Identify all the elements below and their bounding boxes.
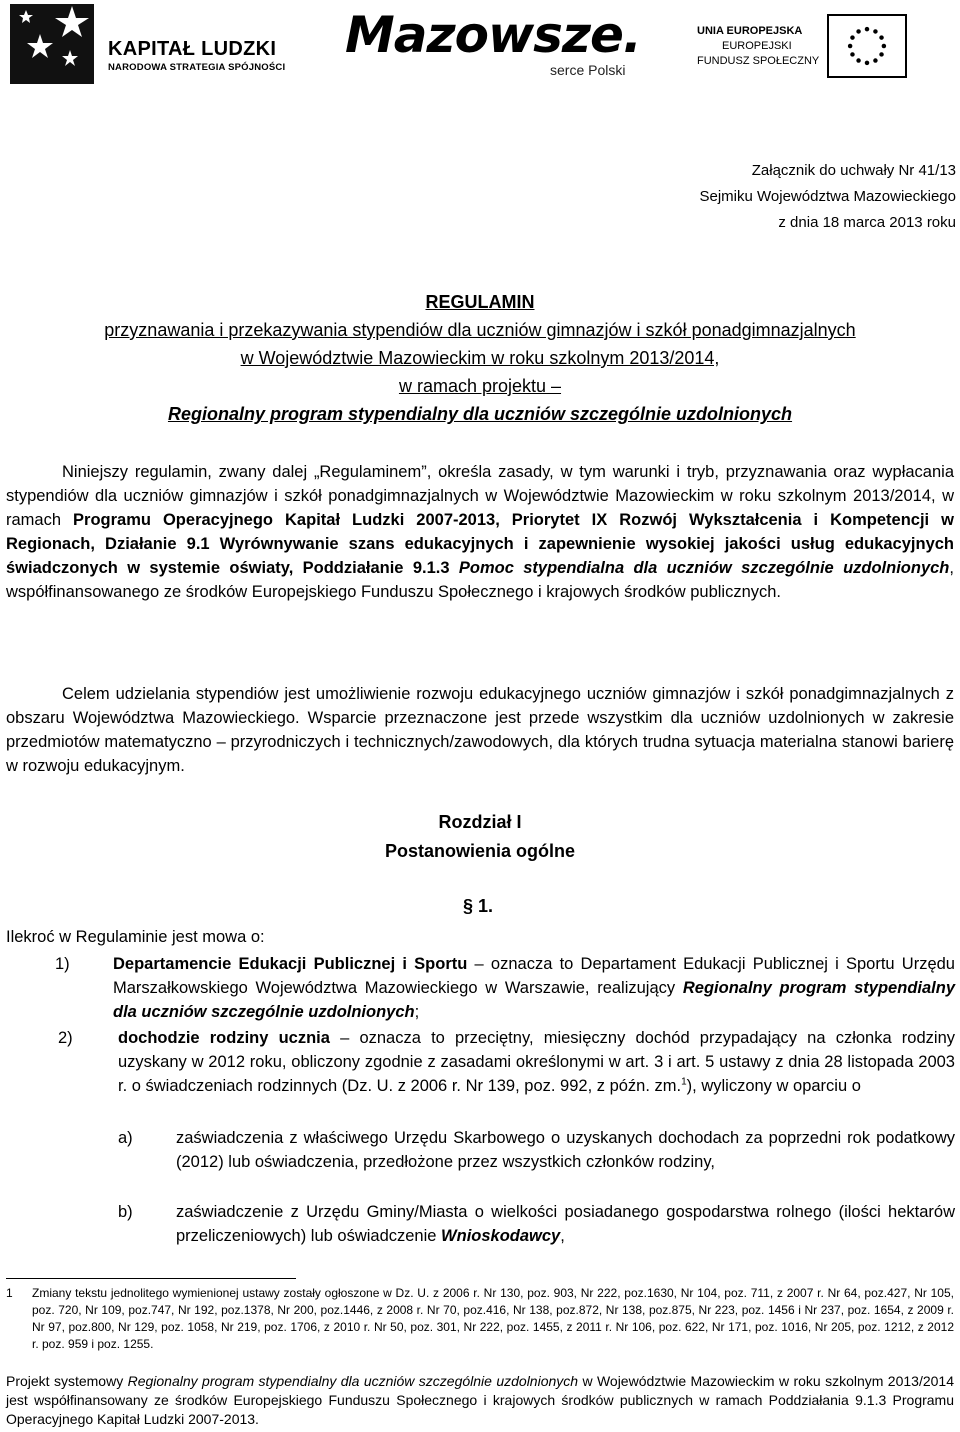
- chapter-heading: [0, 808, 960, 866]
- subitem-a: [118, 1126, 955, 1174]
- item-text-2: ), wyliczony w oparciu o: [686, 1077, 861, 1095]
- footer-italic: Regionalny program stypendialny dla uczniów szczególnie uzdolnionych: [127, 1373, 579, 1389]
- item-body: [118, 1026, 955, 1098]
- eu-logo: [697, 14, 912, 80]
- attachment-line-3: z dnia 18 marca 2013 roku: [778, 214, 956, 231]
- item-text-1: – oznacza to Departament Edukacji Publicznej i Sportu Urzędu Marszałkowskiego Województwa Mazowieckiego w Warszawie, realizujący: [113, 955, 955, 997]
- item-text-2: ;: [414, 1003, 420, 1021]
- mazowsze-tagline: serce Polski: [550, 62, 626, 78]
- mazowsze-logo: [345, 6, 645, 84]
- eu-logo-text: [697, 24, 819, 69]
- subitem-body: [176, 1200, 955, 1248]
- item-text-1: – oznacza to przeciętny, miesięczny dochód przypadający na członka rodziny uzyskany w 2012 roku, obliczony zgodnie z zasadami określonymi w art. 3 i art. 5 ustawy z dnia 28 listopada 2003 r. o świadczeniach rodzinnych (Dz. U. z 2006 r. Nr 139, poz. 992, z późn. zm.: [118, 1029, 955, 1095]
- footnote-text: Zmiany tekstu jednolitego wymienionej ustawy zostały ogłoszone w Dz. U. z 2006 r. Nr 130, poz. 903, Nr 222, poz.1630, Nr 104, poz. 711, z 2007 r. Nr 64, poz.427, Nr 105, poz. 720, Nr 109, poz.747, Nr 192, poz.1378, Nr 200, poz.1446, z 2008 r. Nr 70, poz.416, Nr 138, poz.872, Nr 138, poz.875, Nr 223, poz. 1456 i Nr 237, poz. 1654, z 2009 r. Nr 97, poz.800, Nr 129, poz. 1058, Nr 219, poz. 1706, z 2010 r. Nr 50, poz. 301, Nr 222, poz. 1455, z 2011 r. Nr 106, poz. 622, Nr 171, poz. 1016, Nr 205, poz. 1212, z 2012 r. poz. 959 i poz. 1255.: [32, 1286, 954, 1351]
- subitem-letter: b): [118, 1203, 133, 1221]
- chapter-number: Rozdział I: [438, 812, 522, 832]
- title-line-3: w Województwie Mazowieckim w roku szkolnym 2013/2014,: [240, 348, 720, 368]
- page-footer: [6, 1372, 954, 1429]
- kapital-ludzki-title: KAPITAŁ LUDZKI: [108, 38, 277, 60]
- title-line-4: w ramach projektu –: [398, 376, 562, 396]
- intro-text-1: Niniejszy regulamin, zwany dalej „Regulaminem”, określa zasady, w tym warunki i tryb, przyznawania oraz wypłacania stypendiów dla uczniów gimnazjów i szkół ponadgimnazjalnych w Województwie Mazowieckim w roku szkolnym 2013/2014, w ramach: [6, 463, 954, 529]
- document-title: [0, 288, 960, 428]
- definition-item-1: [55, 952, 955, 1024]
- intro-program-bold: Programu Operacyjnego Kapitał Ludzki 2007-2013, Priorytet IX Rozwój Wykształcenia i Kompetencji w Regionach, Działanie 9.1 Wyrównywanie szans edukacyjnych i zapewnienie wysokiej jakości usług edukacyjnych świadczonych w systemie oświaty, Poddziałanie 9.1.3: [6, 511, 954, 577]
- title-line-2: przyznawania i przekazywania stypendiów dla uczniów gimnazjów i szkół ponadgimnazjalnych: [104, 320, 856, 340]
- intro-program-italic: Pomoc stypendialna dla uczniów szczególnie uzdolnionych: [458, 559, 950, 577]
- kapital-ludzki-subtitle: NARODOWA STRATEGIA SPÓJNOŚCI: [108, 62, 286, 73]
- footnote: [6, 1285, 954, 1353]
- subitem-text: zaświadczenia z właściwego Urzędu Skarbowego o uzyskanych dochodach za poprzedni rok podatkowy (2012) lub oświadczenia, przedłożone przez wszystkich członków rodziny,: [176, 1129, 955, 1171]
- item-term: Departamencie Edukacji Publicznej i Sportu: [113, 955, 468, 973]
- intro-text-2: , współfinansowanego ze środków Europejskiego Funduszu Społecznego i krajowych środków publicznych.: [6, 559, 954, 601]
- attachment-note: [700, 158, 957, 236]
- footer-text-1: Projekt systemowy: [6, 1373, 128, 1389]
- eu-line-2: EUROPEJSKI: [722, 40, 792, 52]
- kapital-ludzki-stars-icon: [10, 4, 94, 84]
- eu-line-1: UNIA EUROPEJSKA: [697, 25, 803, 37]
- eu-line-3: FUNDUSZ SPOŁECZNY: [697, 55, 820, 67]
- chapter-title: Postanowienia ogólne: [384, 841, 576, 861]
- subitem-bold-italic: Wnioskodawcy: [441, 1227, 561, 1245]
- subitem-letter: a): [118, 1129, 133, 1147]
- title-main: REGULAMIN: [425, 292, 535, 312]
- definition-item-2: [58, 1026, 955, 1098]
- header-logos: [0, 0, 960, 95]
- purpose-paragraph: Celem udzielania stypendiów jest umożliwienie rozwoju edukacyjnego uczniów gimnazjów i szkół ponadgimnazjalnych z obszaru Województwa Mazowieckiego. Wsparcie przeznaczone jest przede wszystkim dla uczniów uzdolnionych w zakresie przedmiotów matematyczno – przyrodniczych i technicznych/zawodowych, dla których trudna sytuacja materialna stanowi barierę w rozwoju edukacyjnym.: [6, 685, 954, 775]
- attachment-line-1: Załącznik do uchwały Nr 41/13: [751, 162, 956, 179]
- mazowsze-wordmark: Mazowsze.: [345, 6, 641, 64]
- subitem-text-1: zaświadczenie z Urzędu Gminy/Miasta o wielkości posiadanego gospodarstwa rolnego (ilości hektarów przeliczeniowych) lub oświadczenie: [176, 1203, 955, 1245]
- footer-text-2: w Województwie Mazowieckim w roku szkolnym 2013/2014 jest współfinansowany ze środków Europejskiego Funduszu Społecznego i krajowych środków publicznych w ramach Poddziałania 9.1.3 Programu Operacyjnego Kapitał Ludzki 2007-2013.: [6, 1373, 954, 1427]
- intro-paragraph: [6, 460, 954, 604]
- attachment-line-2: Sejmiku Województwa Mazowieckiego: [699, 188, 956, 205]
- definitions-intro: Ilekroć w Regulaminie jest mowa o:: [6, 928, 265, 946]
- item-number: 1): [55, 955, 70, 973]
- item-italic: Regionalny program stypendialny dla uczniów szczególnie uzdolnionych: [113, 979, 955, 1021]
- kapital-ludzki-logo: [10, 4, 310, 84]
- subitem-b: [118, 1200, 955, 1248]
- item-number: 2): [58, 1029, 73, 1047]
- title-line-5: Regionalny program stypendialny dla uczniów szczególnie uzdolnionych: [167, 404, 793, 424]
- item-term: dochodzie rodziny ucznia: [118, 1029, 330, 1047]
- item-body: [113, 952, 955, 1024]
- footnote-reference: 1: [681, 1076, 687, 1088]
- eu-flag-icon: [827, 14, 907, 78]
- subitem-text-2: ,: [560, 1227, 565, 1245]
- footnote-number: 1: [6, 1286, 13, 1300]
- section-number: § 1.: [463, 896, 494, 916]
- footnote-separator: [6, 1278, 296, 1279]
